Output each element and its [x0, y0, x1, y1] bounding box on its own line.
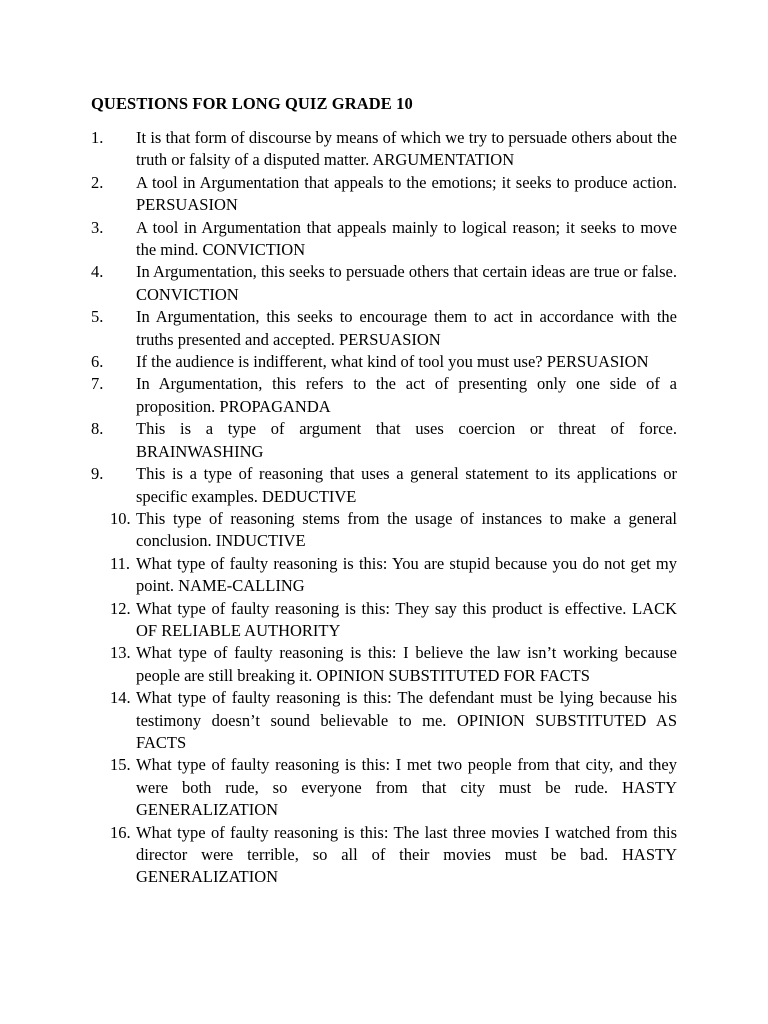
list-item — [91, 754, 677, 821]
item-text: What type of faulty reasoning is this: You are stupid because you do not get my point. NAME-CALLING — [136, 553, 677, 596]
item-text: What type of faulty reasoning is this: I met two people from that city, and they were both rude, so everyone from that city must be rude. HASTY GENERALIZATION — [136, 755, 677, 820]
item-number: 4. — [91, 262, 104, 282]
item-text: It is that form of discourse by means of which we try to persuade others about the truth or falsity of a disputed matter. ARGUMENTATION — [136, 128, 677, 170]
item-text: What type of faulty reasoning is this: The last three movies I watched from this director were terrible, so all of their movies must be bad. HASTY GENERALIZATION — [136, 822, 677, 887]
item-text: If the audience is indifferent, what kind of tool you must use? PERSUASION — [136, 352, 649, 372]
question-list — [91, 127, 677, 889]
item-number: 16. — [110, 822, 131, 842]
page-title: QUESTIONS FOR LONG QUIZ GRADE 10 — [91, 94, 413, 113]
item-number: 8. — [91, 419, 104, 439]
item-number: 9. — [91, 464, 104, 484]
item-text: A tool in Argumentation that appeals to the emotions; it seeks to produce action. PERSUASION — [136, 172, 677, 215]
list-item — [91, 463, 677, 508]
item-number: 13. — [110, 643, 131, 663]
list-item — [91, 172, 677, 217]
item-text: This is a type of argument that uses coercion or threat of force. BRAINWASHING — [136, 419, 677, 461]
item-number: 1. — [91, 128, 104, 147]
list-item — [91, 822, 677, 889]
list-item — [91, 418, 677, 463]
list-item — [91, 598, 677, 643]
item-text: This type of reasoning stems from the usage of instances to make a general conclusion. INDUCTIVE — [136, 508, 677, 551]
item-number: 2. — [91, 172, 104, 192]
list-item — [91, 553, 677, 598]
item-number: 14. — [110, 688, 131, 708]
item-text: A tool in Argumentation that appeals mainly to logical reason; it seeks to move the mind. CONVICTION — [136, 217, 677, 260]
item-number: 10. — [110, 508, 131, 528]
list-item — [91, 217, 677, 262]
item-number: 15. — [110, 755, 131, 775]
item-text: In Argumentation, this seeks to persuade others that certain ideas are true or false. CONVICTION — [136, 262, 677, 304]
list-item — [91, 373, 677, 418]
item-text: This is a type of reasoning that uses a general statement to its applications or specific examples. DEDUCTIVE — [136, 464, 677, 506]
item-number: 12. — [110, 598, 131, 618]
item-number: 5. — [91, 307, 104, 327]
item-number: 7. — [91, 374, 104, 394]
list-item — [91, 127, 677, 172]
list-item — [91, 351, 677, 373]
list-item — [91, 508, 677, 553]
item-text: In Argumentation, this seeks to encourage them to act in accordance with the truths presented and accepted. PERSUASION — [136, 307, 677, 349]
item-number: 6. — [91, 352, 104, 372]
item-text: What type of faulty reasoning is this: I believe the law isn’t working because people are still breaking it. OPINION SUBSTITUTED FOR FACTS — [136, 643, 677, 685]
item-number: 3. — [91, 217, 104, 237]
item-number: 11. — [110, 553, 131, 573]
list-item — [91, 642, 677, 687]
item-text: What type of faulty reasoning is this: They say this product is effective. LACK OF RELIABLE AUTHORITY — [136, 598, 677, 640]
list-item — [91, 261, 677, 306]
list-item — [91, 687, 677, 754]
item-text: What type of faulty reasoning is this: The defendant must be lying because his testimony doesn’t sound believable to me. OPINION SUBSTITUTED AS FACTS — [136, 688, 677, 752]
list-item — [91, 306, 677, 351]
item-text: In Argumentation, this refers to the act of presenting only one side of a proposition. PROPAGANDA — [136, 374, 677, 416]
